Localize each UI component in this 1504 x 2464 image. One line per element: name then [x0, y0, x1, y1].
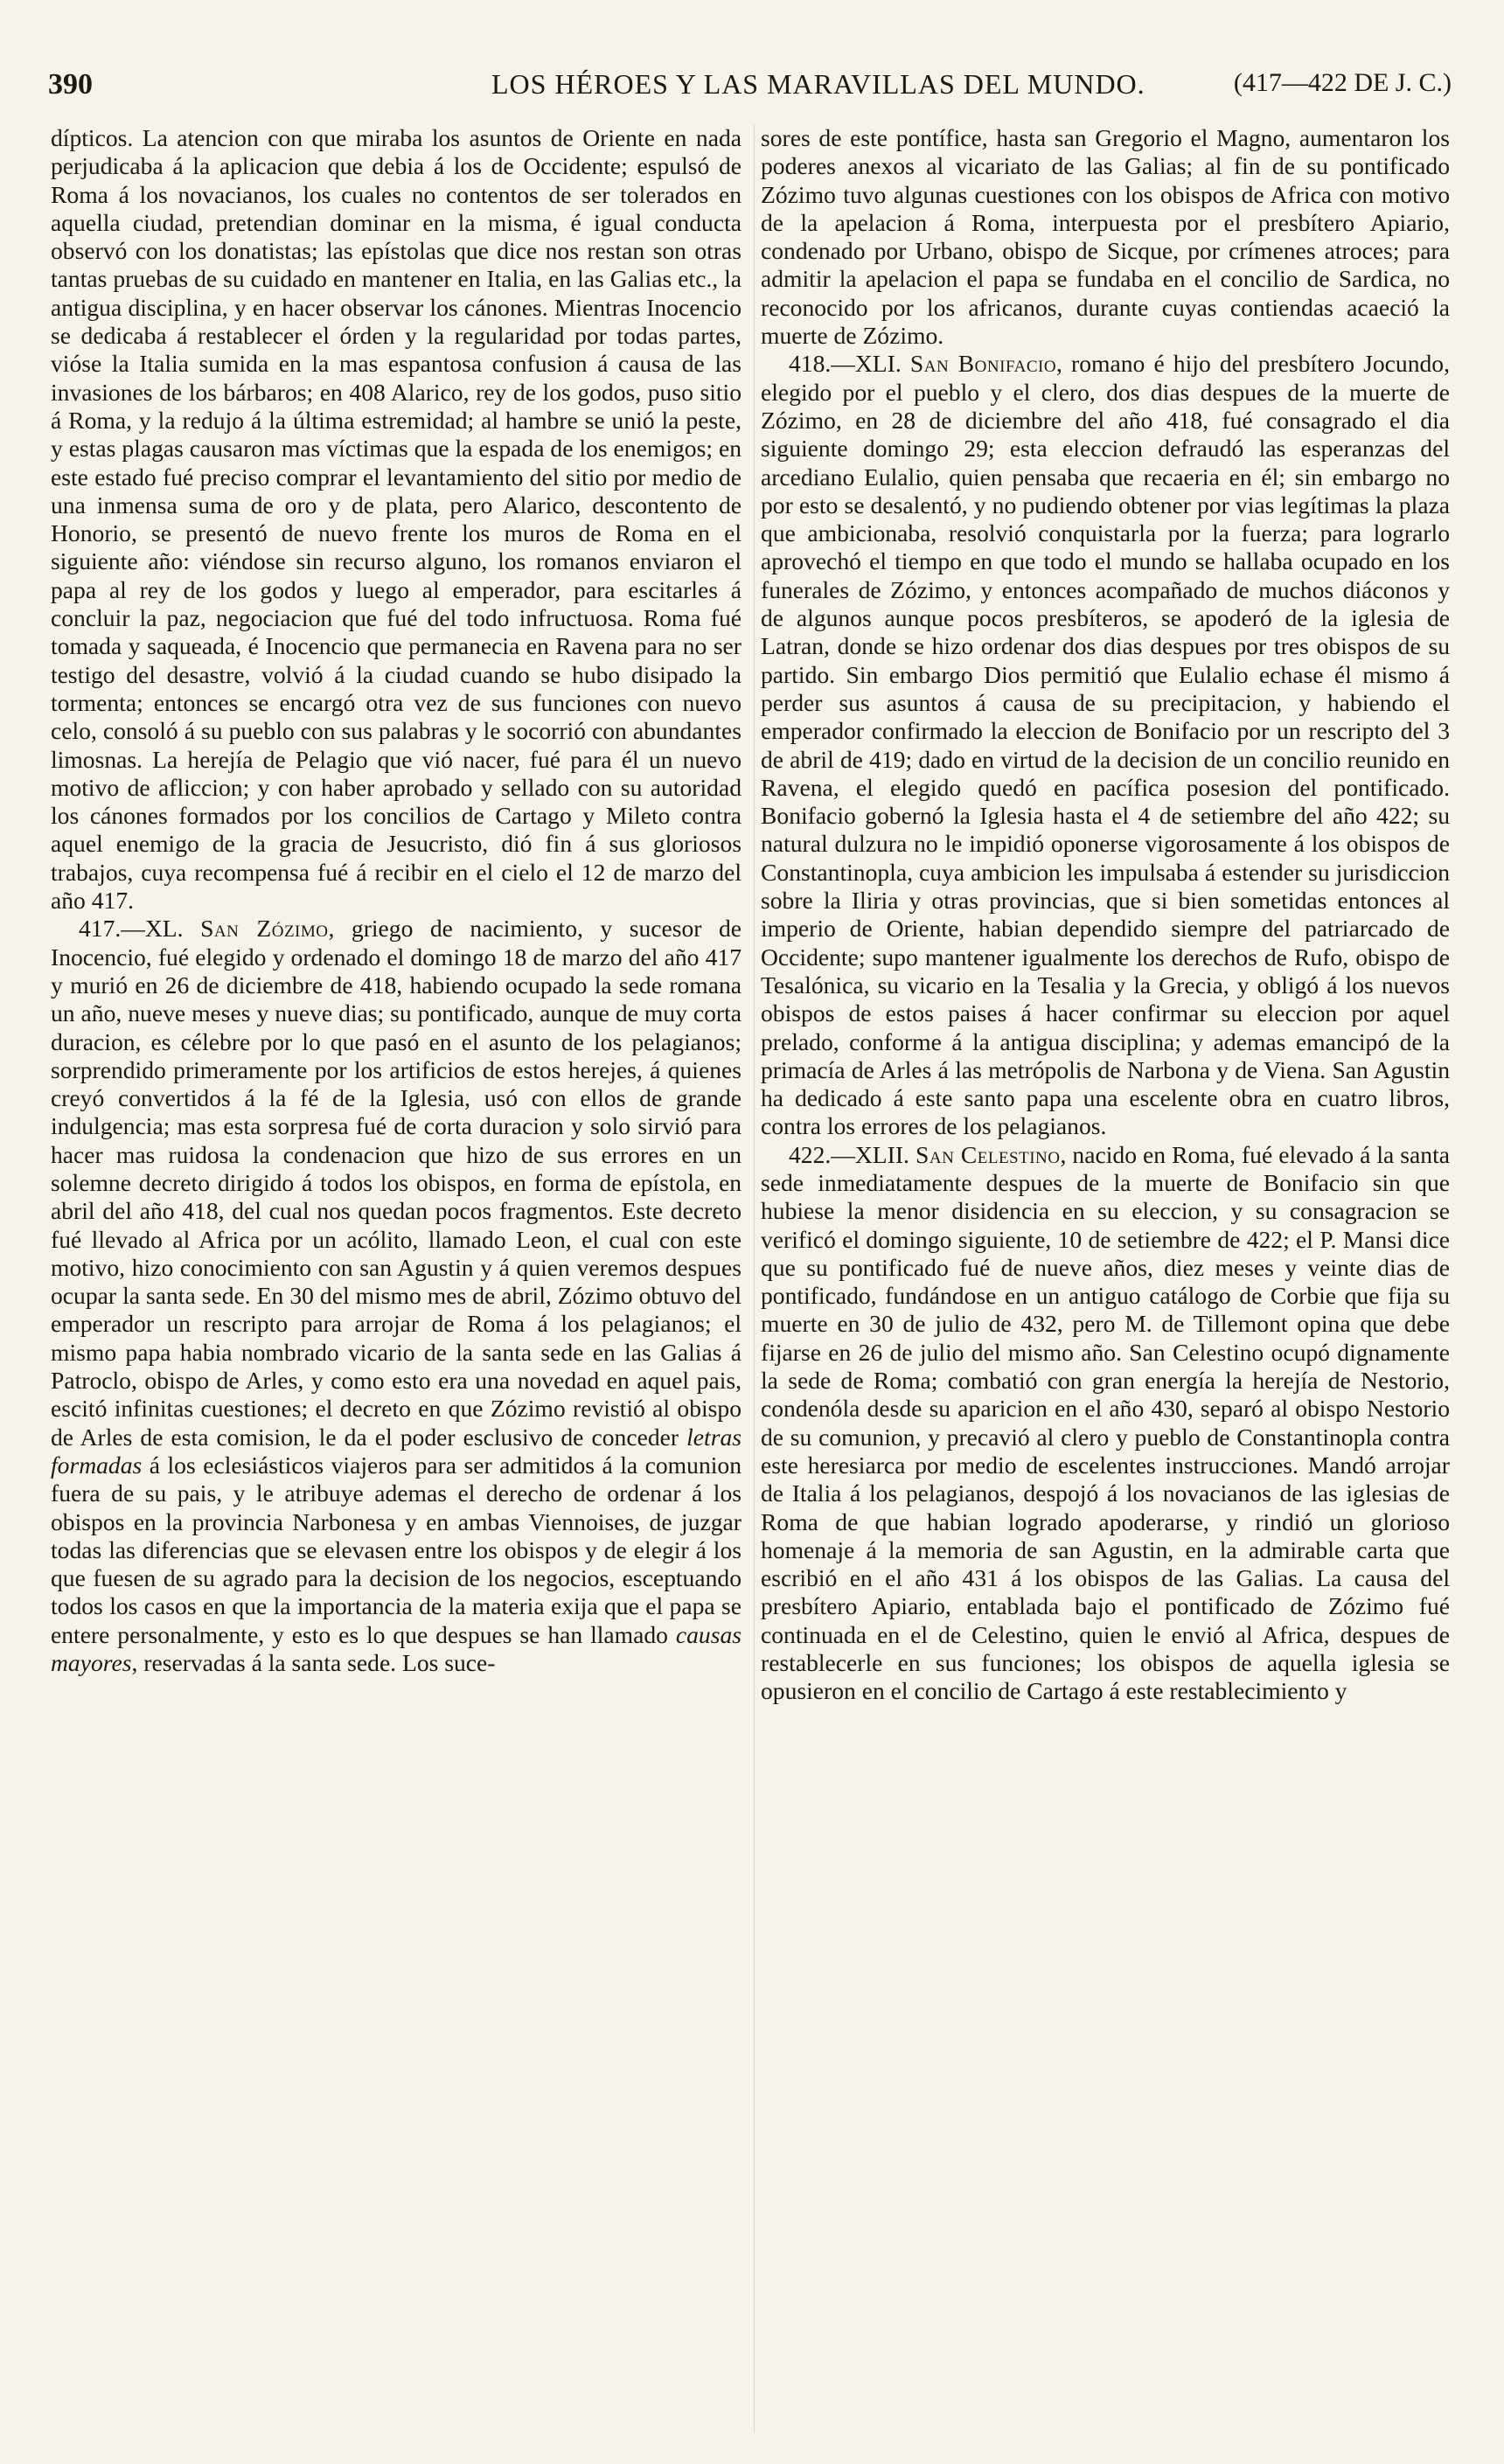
entry-text: , nacido en Roma, fué elevado á la santa sede inmediatamente despues de la muerte de Bonifacio sin que hubiese la menor disidencia en su eleccion, y su consagracion se verificó el domingo siguiente, 10 de setiembre de 422; el P. Mansi dice que su pontificado fué de nueve años, diez meses y veinte dias de pontificado, fundándose en un antiguo catálogo de Corbie que fija su muerte en 30 de julio de 432, pero M. de Tillemont opina que debe fijarse en 26 de julio del mismo año. San Celestino ocupó dignamente la sede de Roma; combatió con gran energía la herejía de Nestorio, condenóla desde su aparicion en el año 430, separó al obispo Nestorio de su comunion, y precavió al clero y pueblo de Constantinopla contra este heresiarca por medio de escelentes instrucciones. Mandó arrojar de Italia á los pelagianos, despojó á los novacianos de las iglesias de Roma de que habian logrado apoderarse, y rindió un glorioso homenaje á la memoria de san Agustin, en la admirable carta que escribió en el año 431 á los obispos de las Galias. La causa del presbítero Apiario, entablada bajo el pontificado de Zózimo fué continuada en el de Celestino, quien le envió al Africa, despues de restablecerle en sus funciones; los obispos de aquella iglesia se opusieron en el concilio de Cartago á este restablecimiento y — [761, 1140, 1450, 1705]
column-divider — [754, 124, 755, 2433]
running-head — [48, 68, 1452, 110]
entry-417-zozimo — [51, 915, 742, 1677]
entry-418-bonifacio — [761, 350, 1450, 1140]
entry-number: 417.—XL. — [79, 915, 184, 943]
entry-text: , romano é hijo del presbítero Jocundo, elegido por el pueblo y el clero, dos dias despues de la muerte de Zózimo, en 28 de diciembre del año 418, fué consagrado el dia siguiente domingo 29; esta eleccion defraudó las esperanzas del arcediano Eulalio, quien pensaba que recaeria en él; sin embargo no por esto se desalentó, y no pudiendo obtener por vias legítimas la plaza que ambicionaba, resolvió conquistarla por la fuerza; para lograrlo aprovechó el tiempo en que todo el mundo se hallaba ocupado en los funerales de Zózimo, y entonces acompañado de muchos diáconos y de algunos aunque pocos presbíteros, se apoderó de la iglesia de Latran, donde se hizo ordenar dos dias despues por tres obispos de su partido. Sin embargo Dios permitió que Eulalio echase él mismo á perder sus asuntos á causa de su precipitacion, y habiendo el emperador confirmado la eleccion de Bonifacio por un rescripto del 3 de abril de 419; dado en virtud de la decision de un concilio reunido en Ravena, el elegido quedó en pacífica posesion del pontificado. Bonifacio gobernó la Iglesia hasta el 4 de setiembre del año 422; su natural dulzura no le impidió oponerse vigorosamente á los obispos de Constantinopla, cuya ambicion les impulsaba á estender su jurisdiccion sobre la Iliria y otras provincias, que si bien sometidas entonces al imperio de Oriente, habian dependido siempre del patriarcado de Occidente; supo mantener igualmente los derechos de Rufo, obispo de Tesalónica, su vicario en la Tesalia y la Grecia, y obligó á los nuevos obispos de estos paises á hacer confirmar su eleccion por aquel prelado, conforme á la antigua disciplina; y ademas emancipó de la primacía de Arles á las metrópolis de Narbona y de Viena. San Agustin ha dedicado á este santo papa una escelente obra en cuatro libros, contra los errores de los pelagianos. — [761, 350, 1450, 1140]
entry-422-celestino — [761, 1141, 1450, 1706]
paragraph-zozimo-end: sores de este pontífice, hasta san Gregorio el Magno, aumentaron los poderes anexos al vicariato de las Galias; al fin de su pontificado Zózimo tuvo algunas cuestiones con los obispos de Africa con motivo de la apelacion á Roma, interpuesta por el presbítero Apiario, condenado por Urbano, obispo de Sicque, por crímenes atroces; para admitir la apelacion el papa se fundaba en el concilio de Sardica, no reconocido por los africanos, durante cuyas contiendas acaeció la muerte de Zózimo. — [761, 124, 1450, 350]
page-number: 390 — [48, 68, 93, 101]
italic-term: causas mayores — [51, 1620, 742, 1677]
pope-name: San Bonifacio — [909, 350, 1057, 378]
italic-term: letras formadas — [51, 1423, 742, 1479]
entry-text: á los eclesiásticos viajeros para ser admitidos á la comunion fuera de su pais, y le atribuye ademas el derecho de ordenar á los obispos en la provincia Narbonesa y en ambas Viennoises, de juzgar todas las diferencias que se elevasen entre los obispos y de elegir á los que fuesen de su agrado para la decision de los negocios, esceptuando todos los casos en que la importancia de la materia exija que el papa se entere personalmente, y esto es lo que despues se han llamado — [51, 1451, 742, 1648]
paragraph-inocencio-end: dípticos. La atencion con que miraba los asuntos de Oriente en nada perjudicaba á la aplicacion que debia á los de Occidente; espulsó de Roma á los novacianos, los cuales no contentos de ser tolerados en aquella ciudad, pretendian dominar en la misma, é igual conducta observó con los donatistas; las epístolas que dice nos restan son otras tantas pruebas de su cuidado en mantener en Italia, en las Galias etc., la antigua disciplina, y en hacer observar los cánones. Mientras Inocencio se dedicaba á restablecer el órden y la regularidad por todas partes, vióse la Italia sumida en la mas espantosa confusion á causa de las invasiones de los bárbaros; en 408 Alarico, rey de los godos, puso sitio á Roma, y la redujo á la última estremidad; al hambre se unió la peste, y estas plagas causaron mas víctimas que la espada de los enemigos; en este estado fué preciso comprar el levantamiento del sitio por medio de una inmensa suma de oro y de plata, pero Alarico, descontento de Honorio, se presentó de nuevo frente los muros de Roma en el siguiente año: viéndose sin recurso alguno, los romanos enviaron el papa al rey de los godos y luego al emperador, para escitarles á concluir la paz, negociacion que fué del todo infructuosa. Roma fué tomada y saqueada, é Inocencio que permanecia en Ravena para no ser testigo del desastre, volvió á la ciudad cuando se hubo disipado la tormenta; entonces se encargó otra vez de sus funciones con nuevo celo, consoló á su pueblo con sus palabras y le socorrió con abundantes limosnas. La herejía de Pelagio que vió nacer, fué para él un nuevo motivo de afliccion; y con haber aprobado y sellado con su autoridad los cánones formados por los concilios de Cartago y Mileto contra aquel enemigo de la gracia de Jesucristo, dió fin á sus gloriosos trabajos, cuya recompensa fué á recibir en el cielo el 12 de marzo del año 417. — [51, 124, 742, 915]
date-range: (417—422 DE J. C.) — [1233, 68, 1452, 97]
pope-name: San Zózimo — [200, 915, 329, 943]
left-column — [51, 124, 742, 1677]
entry-number: 422.—XLII. — [789, 1140, 909, 1168]
entry-text: , griego de nacimiento, y sucesor de Inocencio, fué elegido y ordenado el domingo 18 de marzo del año 417 y murió en 26 de diciembre de 418, habiendo ocupado la sede romana un año, nueve meses y nueve dias; su pontificado, aunque de muy corta duracion, es célebre por lo que pasó en el asunto de los pelagianos; sorprendido primeramente por los artificios de estos herejes, á quienes creyó convertidos á la fé de la Iglesia, usó con ellos de grande indulgencia; mas esta sorpresa fué de corta duracion y solo sirvió para hacer mas ruidosa la condenacion que hizo de sus errores en un solemne decreto dirigido á todos los obispos, en forma de epístola, en abril del año 418, del cual nos quedan pocos fragmentos. Este decreto fué llevado al Africa por un acólito, llamado Leon, el cual con este motivo, hizo conocimiento con san Agustin y á quien veremos despues ocupar la santa sede. En 30 del mismo mes de abril, Zózimo obtuvo del emperador un rescripto para arrojar de Roma á los pelagianos; el mismo papa habia nombrado vicario de la santa sede en las Galias á Patroclo, obispo de Arles, y como esto era una novedad en aquel pais, escitó infinitas cuestiones; el decreto en que Zózimo revistió al obispo de Arles de esta comision, le da el poder esclusivo de conceder — [51, 915, 742, 1451]
entry-number: 418.—XLI. — [789, 350, 902, 378]
right-column — [761, 124, 1450, 1706]
pope-name: San Celestino — [916, 1140, 1061, 1168]
running-title: LOS HÉROES Y LAS MARAVILLAS DEL MUNDO. — [491, 68, 1145, 100]
entry-text: , reservadas á la santa sede. Los suce- — [131, 1649, 496, 1677]
